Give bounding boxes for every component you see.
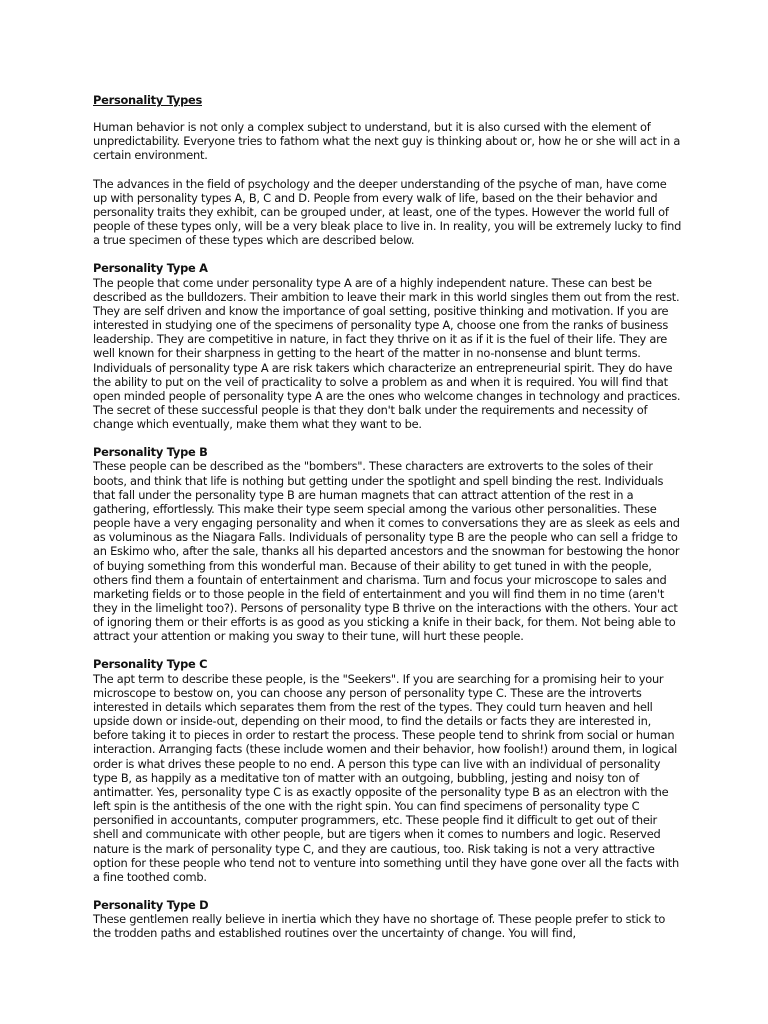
section-type-c (93, 657, 683, 884)
document-page (93, 93, 683, 954)
section-heading: Personality Type D (93, 897, 209, 912)
section-body: The people that come under personality type A are of a highly independent nature. These can best be described as the bulldozers. Their ambition to leave their mark in this world singles them out from the rest. They are self driven and know the importance of goal setting, positive thinking and motivation. If you are interested in studying one of the specimens of personality type A, choose one from the ranks of business leadership. They are competitive in nature, in fact they thrive on it as if it is the fuel of their life. They are well known for their sharpness in getting to the heart of the matter in no-nonsense and blunt terms. Individuals of personality type A are risk takers which characterize an entrepreneurial spirit. They do have the ability to put on the veil of practicality to solve a problem as and when it is required. You will find that open minded people of personality type A are the ones who welcome changes in technology and practices. The secret of these successful people is that they don't balk under the requirements and necessity of change which eventually, make them what they want to be. (93, 275, 681, 432)
section-heading: Personality Type B (93, 445, 208, 460)
intro-paragraph-1: Human behavior is not only a complex subject to understand, but it is also cursed with the element of unpredictability. Everyone tries to fathom what the next guy is thinking about or, how he or she will act in a certain environment. (93, 120, 681, 163)
section-body: These gentlemen really believe in inertia which they have no shortage of. These people prefer to stick to the trodden paths and established routines over the uncertainty of change. You will find, (93, 912, 666, 941)
section-type-a (93, 261, 683, 431)
intro-paragraph-2: The advances in the field of psychology and the deeper understanding of the psyche of man, have come up with personality types A, B, C and D. People from every walk of life, based on the their behavior and personality traits they exhibit, can be grouped under, at least, one of the types. However the world full of people of these types only, will be a very bleak place to live in. In reality, you will be extremely lucky to find a true specimen of these types which are described below. (93, 176, 682, 248)
document-title: Personality Types (93, 93, 202, 107)
section-heading: Personality Type C (93, 657, 208, 672)
section-body: The apt term to describe these people, is the "Seekers". If you are searching for a promising heir to your microscope to bestow on, you can choose any person of personality type C. These are the introverts interested in details which separates them from the rest of the types. They could turn heaven and hell upside down or inside-out, depending on their mood, to find the details or facts they are interested in, before taking it to pieces in order to restart the process. These people tend to shrink from social or human interaction. Arranging facts (these include women and their behavior, how foolish!) around them, in logical order is what drives these people to no end. A person this type can live with an individual of personality type B, as happily as a meditative ton of matter with an outgoing, bubbling, jesting and noisy ton of antimatter. Yes, personality type C is as exactly opposite of the personality type B as an electron with the left spin is the antithesis of the one with the right spin. You can find specimens of personality type C personified in accountants, computer programmers, etc. These people find it difficult to get out of their shell and communicate with other people, but are tigers when it comes to numbers and logic. Reserved nature is the mark of personality type C, and they are cautious, too. Risk taking is not a very attractive option for these people who tend not to venture into something until they have gone over all the facts with a fine toothed comb. (93, 671, 679, 884)
section-body: These people can be described as the "bombers". These characters are extroverts to the soles of their boots, and think that life is nothing but getting under the spotlight and spell binding the rest. Individuals that fall under the personality type B are human magnets that can attract attention of the rest in a gathering, effortlessly. This make their type seem special among the various other personalities. These people have a very engaging personality and when it comes to conversations they are as sleek as eels and as voluminous as the Niagara Falls. Individuals of personality type B are the people who can sell a fridge to an Eskimo who, after the sale, thanks all his departed ancestors and the snowman for bestowing the honor of buying something from this wonderful man. Because of their ability to get tuned in with the people, others find them a fountain of entertainment and charisma. Turn and focus your microscope to sales and marketing fields or to those people in the field of entertainment and you will find them in no time (aren't they in the limelight too?). Persons of personality type B thrive on the interactions with the others. Your act of ignoring them or their efforts is as good as you sticking a knife in their back, for them. Not being able to attract your attention or making you sway to their tune, will hurt these people. (93, 459, 680, 644)
section-type-b (93, 445, 683, 643)
section-heading: Personality Type A (93, 261, 208, 276)
section-type-d (93, 898, 683, 940)
